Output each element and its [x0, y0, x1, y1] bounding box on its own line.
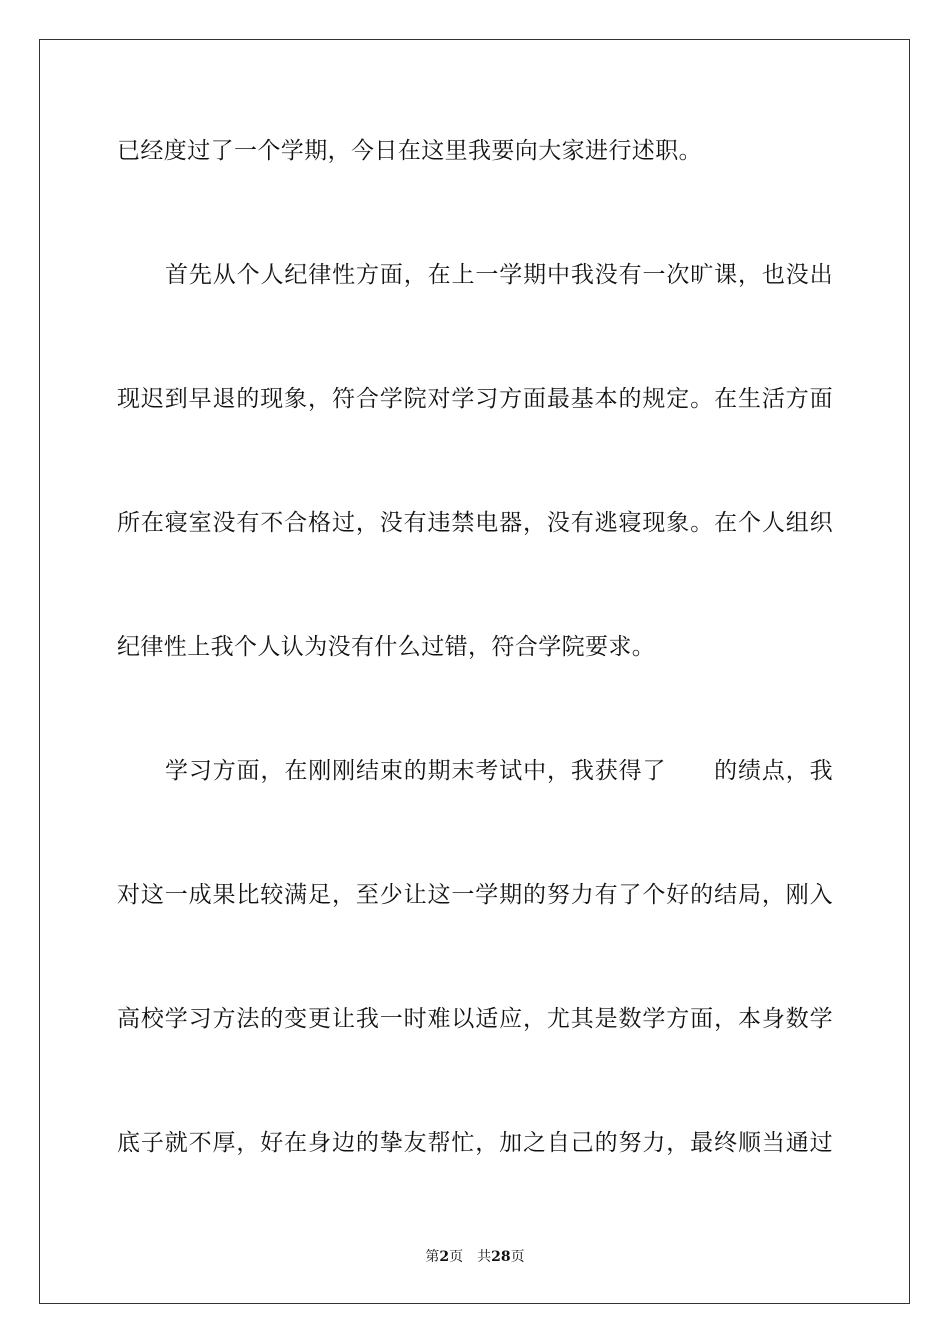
text-line-8: 高校学习方法的变更让我一时难以适应，尤其是数学方面，本身数学	[117, 1006, 833, 1032]
page-number: 2	[439, 1249, 450, 1265]
text-line-3: 现迟到早退的现象，符合学院对学习方面最基本的规定。在生活方面	[117, 386, 833, 412]
text-line-7: 对这一成果比较满足，至少让这一学期的努力有了个好的结局，刚入	[117, 882, 833, 908]
total-prefix: 共	[477, 1249, 492, 1265]
text-line-6: 学习方面，在刚刚结束的期末考试中，我获得了 的绩点，我	[165, 758, 833, 784]
text-line-1: 已经度过了一个学期，今日在这里我要向大家进行述职。	[117, 138, 702, 164]
page-suffix: 页	[449, 1249, 464, 1265]
page-prefix: 第	[425, 1249, 440, 1265]
page-border	[39, 39, 910, 1304]
total-pages: 28	[491, 1249, 511, 1265]
page-footer	[0, 1248, 950, 1266]
text-line-4: 所在寝室没有不合格过，没有违禁电器，没有逃寝现象。在个人组织	[117, 510, 833, 536]
text-line-9: 底子就不厚，好在身边的挚友帮忙，加之自己的努力，最终顺当通过	[117, 1130, 833, 1156]
total-suffix: 页	[510, 1249, 525, 1265]
text-line-5: 纪律性上我个人认为没有什么过错，符合学院要求。	[117, 634, 656, 660]
text-line-2: 首先从个人纪律性方面，在上一学期中我没有一次旷课，也没出	[165, 262, 833, 288]
